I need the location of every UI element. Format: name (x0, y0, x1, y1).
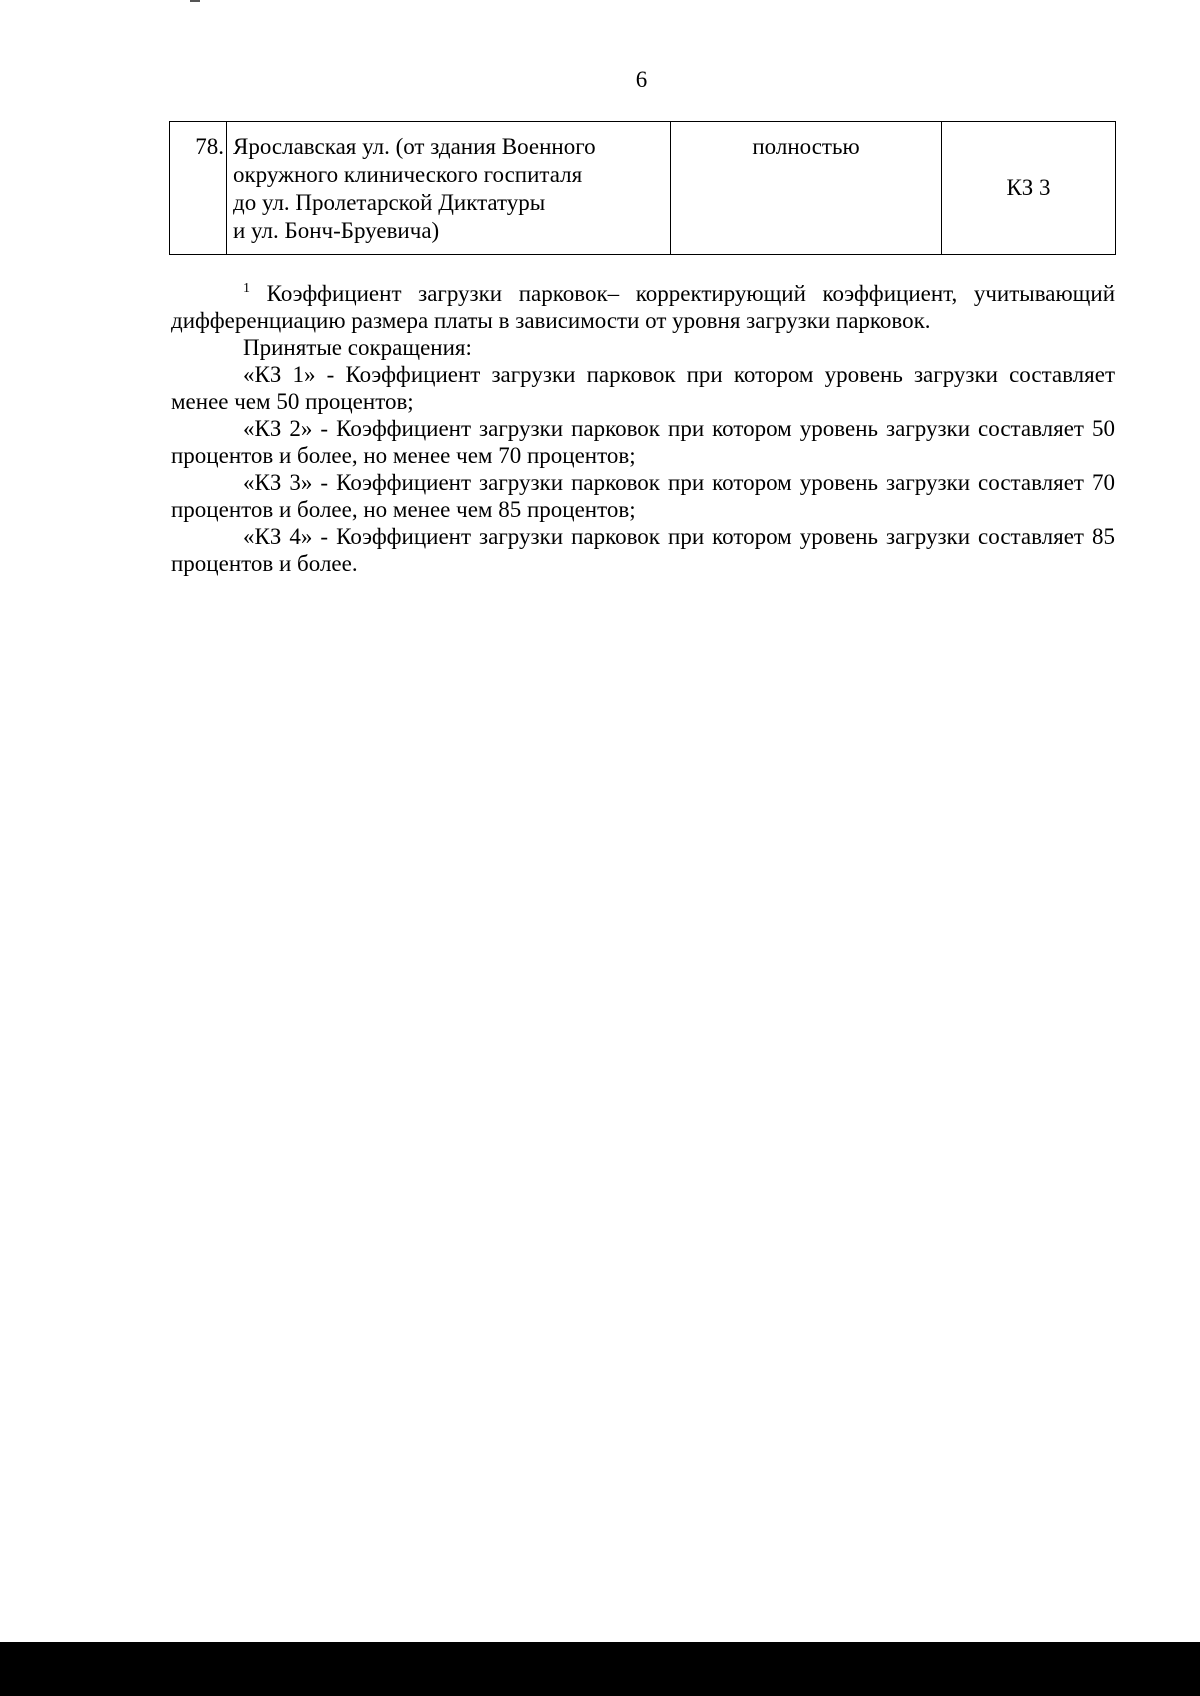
coefficient-value: КЗ 3 (1006, 175, 1051, 200)
abbreviation-kz1: «КЗ 1» - Коэффициент загрузки парковок при котором уровень загрузки составляет менее чем 50 процентов; (171, 362, 1115, 414)
footnote-text: Коэффициент загрузки парковок– корректирующий коэффициент, учитывающий дифференциацию размера платы в зависимости от уровня загрузки парковок. (171, 281, 1115, 333)
footnote-mark: 1 (243, 281, 250, 296)
street-cell (227, 122, 671, 255)
abbreviation-kz2: «КЗ 2» - Коэффициент загрузки парковок при котором уровень загрузки составляет 50 процентов и более, но менее чем 70 процентов; (171, 416, 1115, 468)
scan-mark (190, 0, 200, 2)
table-row (170, 122, 1116, 255)
street-line: окружного клинического госпиталя (233, 162, 583, 187)
footnote-paragraph (171, 280, 1115, 334)
abbreviation-kz3: «КЗ 3» - Коэффициент загрузки парковок при котором уровень загрузки составляет 70 процентов и более, но менее чем 85 процентов; (171, 470, 1115, 522)
scan-border (0, 1642, 1200, 1696)
coefficient-cell (942, 122, 1116, 255)
street-line: до ул. Пролетарской Диктатуры (233, 190, 546, 215)
abbreviations-heading: Принятые сокращения: (243, 335, 472, 360)
abbreviation-kz4: «КЗ 4» - Коэффициент загрузки парковок при котором уровень загрузки составляет 85 процентов и более. (171, 524, 1115, 576)
street-line: и ул. Бонч-Бруевича) (233, 218, 440, 243)
row-number: 78. (195, 134, 224, 159)
mode-value: полностью (752, 134, 860, 159)
notes-section (171, 280, 1115, 577)
mode-cell (671, 122, 942, 255)
parking-zone-table (169, 121, 1116, 255)
page-number: 6 (635, 67, 648, 92)
row-number-cell (170, 122, 227, 255)
street-line: Ярославская ул. (от здания Военного (233, 134, 596, 159)
